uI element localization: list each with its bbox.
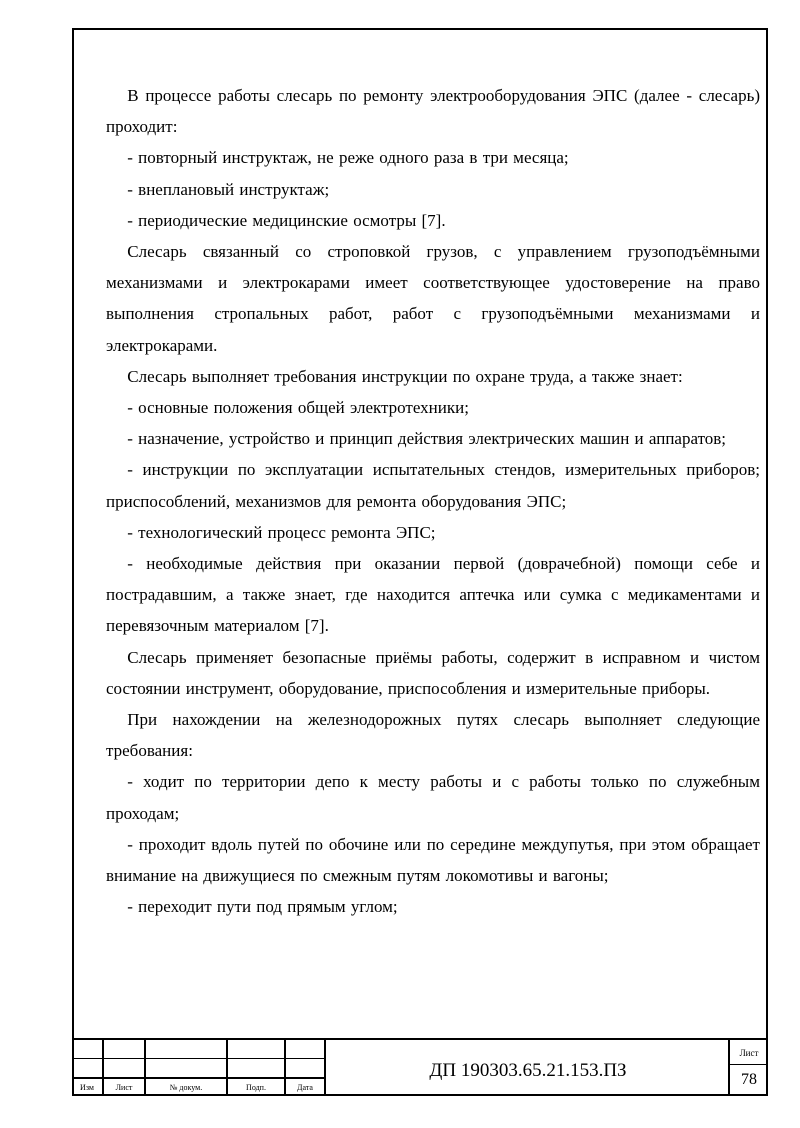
col-podp-label: Подп. — [246, 1083, 266, 1092]
document-code: ДП 190303.65.21.153.ПЗ — [429, 1060, 627, 1081]
paragraph: - технологический процесс ремонта ЭПС; — [127, 522, 436, 542]
paragraph: - инструкции по эксплуатации испытательных стендов, измерительных приборов; приспособлений, механизмов для ремонта оборудования ЭПС; — [106, 460, 760, 511]
col-date-label: Дата — [297, 1083, 313, 1092]
paragraph: - необходимые действия при оказании первой (доврачебной) помощи себе и пострадавшим, а также знает, где находится аптечка или сумка с медикаментами и перевязочным материалом [7]. — [106, 554, 760, 636]
col-doc-label: № докум. — [169, 1083, 203, 1092]
paragraph: - проходит вдоль путей по обочине или по середине междупутья, при этом обращает внимание на движущиеся по смежным путям локомотивы и вагоны; — [106, 834, 760, 886]
paragraph: - переходит пути под прямым углом; — [127, 897, 398, 917]
paragraph: Слесарь выполняет требования инструкции по охране труда, а также знает: — [127, 366, 683, 386]
paragraph: - ходит по территории депо к месту работы и с работы только по служебным проходам; — [106, 772, 760, 823]
paragraph: При нахождении на железнодорожных путях слесарь выполняет следующие требования: — [106, 710, 760, 761]
paragraph: Слесарь применяет безопасные приёмы работы, содержит в исправном и чистом состоянии инструмент, оборудование, приспособления и измерительные приборы. — [106, 647, 760, 698]
col-list-label: Лист — [115, 1083, 133, 1092]
paragraph: В процессе работы слесарь по ремонту электрооборудования ЭПС (далее - слесарь) проходит: — [106, 86, 760, 137]
document-body — [106, 80, 760, 922]
paragraph: - периодические медицинские осмотры [7]. — [127, 210, 446, 230]
paragraph: - основные положения общей электротехники; — [127, 398, 469, 418]
paragraph: - повторный инструктаж, не реже одного раза в три месяца; — [127, 148, 569, 168]
paragraph: Слесарь связанный со строповкой грузов, с управлением грузоподъёмными механизмами и электрокарами имеет соответствующее удостоверение на право выполнения стропальных работ, работ с грузоподъёмными механизмами и электрокарами. — [106, 242, 760, 355]
paragraph: - назначение, устройство и принцип действия электрических машин и аппаратов; — [127, 429, 727, 449]
paragraph: - внеплановый инструктаж; — [127, 179, 330, 199]
col-izm-label: Изм — [80, 1083, 94, 1092]
sheet-label: Лист — [739, 1048, 759, 1058]
sheet-number: 78 — [741, 1071, 757, 1088]
